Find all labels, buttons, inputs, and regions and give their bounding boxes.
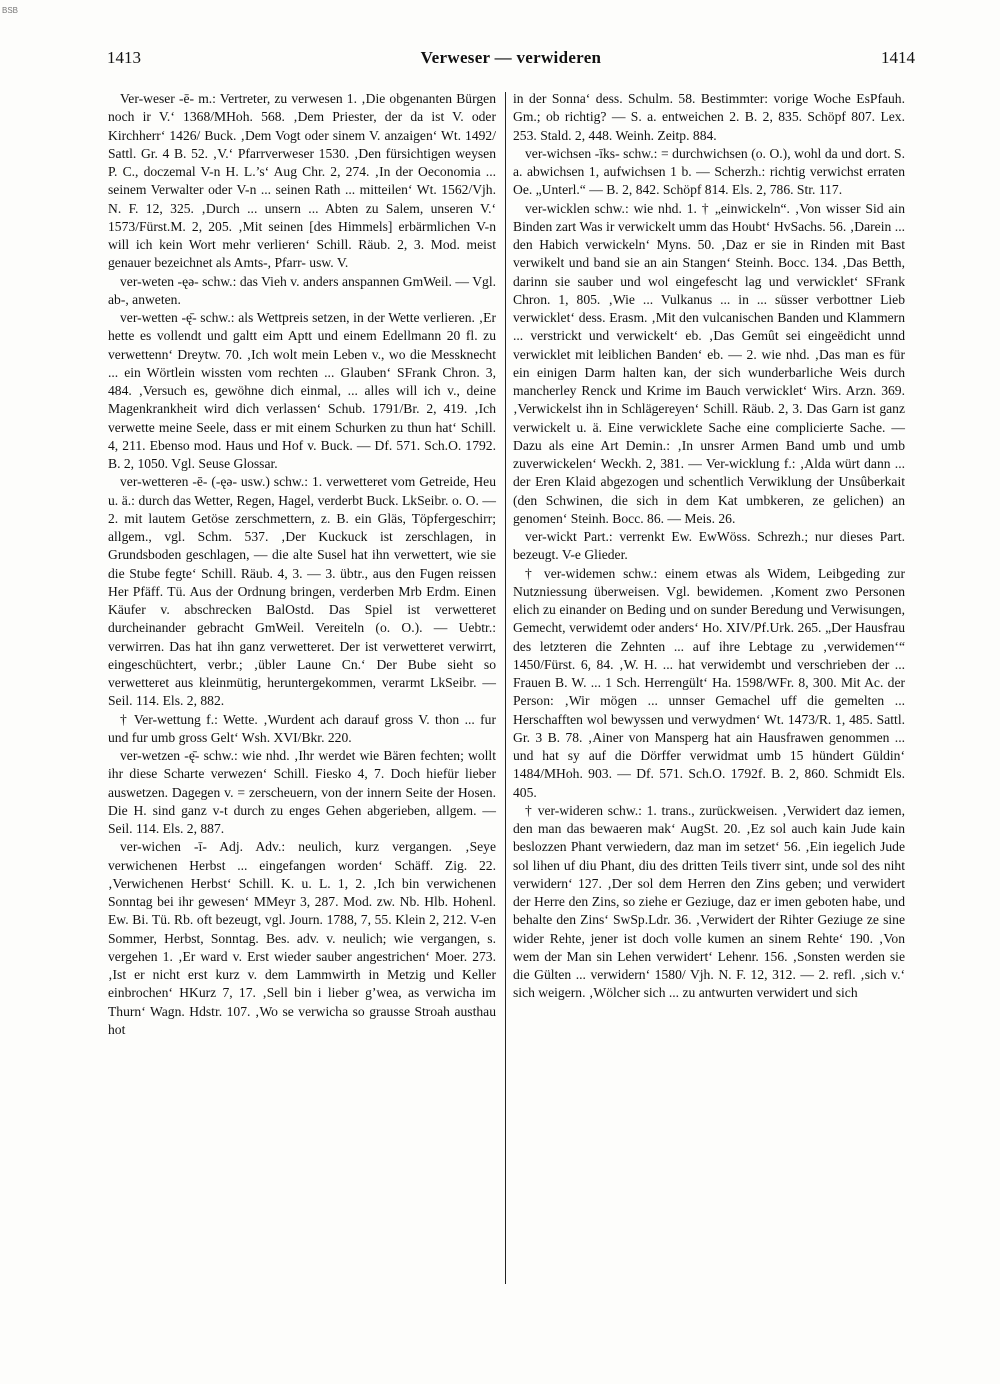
entry-verwickt: ver-wickt Part.: verrenkt Ew. EwWöss. Schrezh.; nur dieses Part. bezeugt. V-e Glieder. bbox=[513, 529, 905, 563]
left-column bbox=[108, 90, 496, 1039]
entry-verwichsen: ver-wichsen -īks- schw.: = durchwichsen (o. O.), wohl da und dort. S. a. abwichsen 1, aufwichsen 1 b. — Scherzh.: richtig verwichst erraten Oe. „Unterl.“ — B. 2, 842. Schöpf 814. Els. 2, 786. Str. 117. bbox=[513, 145, 905, 198]
entry-verwettung: † Ver-wettung f.: Wette. ‚Wurdent ach darauf gross V. thon ... fur und fur umb gross Gelt‘ Wsh. XVI/Bkr. 220. bbox=[108, 711, 496, 745]
entry-verwetten: ver-wetten -ę̄- schw.: als Wettpreis setzen, in der Wette verlieren. ‚Er hette es vollendt und galtt eim Aptt und einem Edellmann 20 fl. zu verwettenn‘ Dreytw. 70. ‚Ich wolt mein Leben v., wo die Messknecht ... ein Wörtlein wissten vom rechten ... Glauben‘ SFrank Chron. 3, 484. ‚Versuch es, gewöhne dich einmal, ... alles will ich v., deine Magenkrankheit wird dich verlassen‘ Schub. 1791/Br. 2, 419. ‚Ich verwette meine Seele, dass er mit einem Schurken zu thun hat‘ Schill. 4, 211. Ebenso mod. Haus und Hof v. Buck. — Df. 571. Sch.O. 1792. B. 2, 1050. Vgl. Seuse Glossar. bbox=[108, 310, 496, 471]
entry-verweten: ver-weten -ęə- schw.: das Vieh v. anders anspannen GmWeil. — Vgl. ab-, anweten. bbox=[108, 273, 496, 307]
right-column bbox=[513, 90, 905, 1003]
entry-verwichen: ver-wichen -ī- Adj. Adv.: neulich, kurz vergangen. ‚Seye verwichenen Herbst ... eingefangen worden‘ Schäff. Zig. 22. ‚Verwichenen Herbst‘ Schill. K. u. L. 1, 2. ‚Ich bin verwichenen Sonntag bei ihr gewesen‘ MMeyr 3, 287. Mod. zw. Nb. Hlb. Hohenl. Ew. Bi. Tü. Rb. oft bezeugt, vgl. Journ. 1788, 7, 55. Klein 2, 212. V-en Sommer, Herbst, Sonntag. Bes. adv. v. neulich; wie vergangen, s. vergehen 1. ‚Er ward v. Erst wieder sauber angestrichen‘ Moer. 273. ‚Ist er nicht erst kurz v. dem Lammwirth in Metzig und Keller einbrochen‘ HKurz 7, 17. ‚Sell bin i lieber g’wea, as verwicha im Thurn‘ Wagn. Hdstr. 107. ‚Wo se verwicha so grausse Stroah austhau hot bbox=[108, 839, 496, 1037]
entry-verwidemen: † ver-widemen schw.: einem etwas als Widem, Leibgeding zur Nutzniessung überweisen. Vgl. bewidemen. ‚Koment zwo Personen elich zu einander on Beding und on sunder Beredung und Verwisungen, Gemecht, verwidemt oder anders‘ Ho. XIV/Pf.Urk. 265. „Der Hausfrau des letzteren die Zehnten ... auf ihre Lebtage zu ‚verwidemen‘“ 1450/Fürst. 6, 84. ‚W. H. ... hat verwidembt und verschrieben der ... Frauen B. W. ... 1 Sch. Herrengült‘ Ha. 1598/WFr. 8, 300. Mit Ac. der Person: ‚Wir mögen ... unnser Gemachel uff die gemelten ... Herschafften wol bewyssen und verwydmen‘ Wt. 1473/R. 1, 485. Sattl. Gr. 3 B. 78. ‚Ainer von Mansperg hat ain Hausfrawen genommen ... und hat sy auf die Dörffer verwidmat umb 15 hündert Güldin‘ 1484/MHoh. 903. — Df. 571. Sch.O. 1792f. B. 2, 860. Schmidt Els. 405. bbox=[513, 565, 905, 800]
entry-verweser: Ver-weser -ē- m.: Vertreter, zu verwesen 1. ‚Die obgenanten Bürgen noch ir V.‘ 1368/MHoh. 568. ‚Dem Priester, der da ist V. oder Kirchherr‘ 1426/ Buck. ‚Dem Vogt oder sinem V. anzaigen‘ Wt. 1492/ Sattl. Gr. 4 B. 52. ‚V.‘ Pfarrverweser 1530. ‚Den fürsichtigen weysen P. C., doczemal V-n H. L.’s‘ Aug Chr. 2, 274. ‚In der Oeconomia ... seinem Verwalter oder V-n ... seinen Rath ... mitteilen‘ Wt. 1562/Vjh. N. F. 12, 325. ‚Durch ... unsern ... Abten zu Salem, unseren V.‘ 1573/Fürst.M. 2, 205. ‚Mit seinen [des Himmels] erbärmlichen V-n will ich kein Wort mehr verlieren‘ Schill. Räub. 2, 3. Mod. meist genauer bezeichnet als Amts-, Pfarr- usw. V. bbox=[108, 91, 496, 271]
column-divider bbox=[505, 92, 506, 1284]
page-number-left: 1413 bbox=[107, 48, 141, 67]
entry-verwichen-continued: in der Sonna‘ dess. Schulm. 58. Bestimmter: vorige Woche EsPfauh. Gm.; ob richtig? — S. a. entweichen 2. B. 2, 835. Schöpf 807. Lex. 253. Stald. 2, 448. Weinh. Zeitp. 884. bbox=[513, 91, 905, 143]
entry-verwicklen: ver-wicklen schw.: wie nhd. 1. † „einwickeln“. ‚Von wisser Sid ain Binden zart Was ir verwickelt umm das Houbt‘ HvSachs. 56. ‚Darein ... den Habich verwickeln‘ Myns. 50. ‚Daz er sie in Rinden mit Bast verwikelt und band sie an ain Stangen‘ Steinh. Bocc. 134. ‚Das Betth, darinn sie sauber und wol eingefescht lag und verwicklet‘ SFrank Chron. 1, 805. ‚Wie ... Vulkanus ... in ... süsser verbottner Lieb verwicklet‘ dess. Erasm. ‚Mit den vulcanischen Banden und Klammern ... verstrickt und verwickelt‘ eb. ‚Das Gemût sei eingeëdicht unnd verwicklet mit leiblichen Banden‘ eb. — 2. wie nhd. ‚Das man es für ein einigen Darm halten kan, der sich wunderbarliche Weis durch mancherley Renck und Krime im Bauch verwicklet‘ Wirs. Arzn. 369. ‚Verwickelst ihn in Schlägereyen‘ Schill. Räub. 2, 3. Das Garn ist ganz verwickelt u. ä. Eine verwicklete Sache eine complicierte Sache. — Dazu als eine Art Demin.: ‚In unsrer Armen Band umb und umb zuverwickelen‘ Weckh. 2, 381. — Ver-wicklung f.: ‚Alda würt dann ... der Eren Klaid abgezogen und schentlich Verwiklung der Unsûberkait (den Schwinen, die sich in dem Kat umbkeren, ze gelichen) an genomen‘ Steinh. Bocc. 86. — Meis. 26. bbox=[513, 200, 905, 526]
page-number-right: 1414 bbox=[881, 48, 915, 67]
entry-verwetteren: ver-wetteren -ē- (-ęə- usw.) schw.: 1. verwetteret vom Getreide, Heu u. ä.: durch das Wetter, Regen, Hagel, verderbt Buck. LkSeibr. o. O. — 2. mit lautem Getöse zerschmettern, z. B. ein Gläs, Töpfergeschirr; allgem., vgl. Schm. 537. ‚Der Kuckuck ist zerschlagen, in Grundsboden geschlagen, — die alte Susel hat ihn verwettert, wie sie die Stube fegte‘ Schill. Räub. 4, 3. — 3. übtr., aus den Fugen reissen Her Pfäff. Tü. Aus der Ordnung bringen, verderben Mrb Erdm. Einen Käufer v. abschrecken BalOstd. Das Spiel ist verwetteret durcheinander gebracht GmWeil. Vereiteln (o. O.). — Uebtr.: verwirren. Das hat ihn ganz verwetteret. Der ist verwetteret verwirrt, eingeschüchtert, verbr.; ‚übler Laune Cn.‘ Der Bube sieht so verwetteret aus kleinmütig, heruntergekommen, verarmt LkSeibr. — Seil. 114. Els. 2, 882. bbox=[108, 474, 496, 709]
entry-verwideren: † ver-wideren schw.: 1. trans., zurückweisen. ‚Verwidert daz iemen, den man das bewaeren mak‘ AugSt. 20. ‚Ez sol auch kain Jude kain beslozzen Phant verwiedern, daz man im setzet‘ 56. ‚Ein iegelich Jude sol lihen uf diu Phant, diu des dritten Teils tiverr sint, unde sol des niht verwidern‘ 127. ‚Der sol dem Herren den Zins geben; und verwidert der Herre den Zins, so ziehe er Geziuge, daz er imen geboten habe, und behalte den Zins‘ SwSp.Ldr. 36. ‚Verwidert der Rihter Geziuge ze sine wider Rehte, jener ist doch volle kumen an sinem Rehte‘ 190. ‚Von wem der Man sin Lehen verwidert‘ Lehenr. 156. ‚Sonsten werden sie die Gülten ... verwidern‘ 1580/ Vjh. N. F. 12, 312. — 2. refl. ‚sich v.‘ sich weigern. ‚Wölcher sich ... zu antwurten verwidert und sich bbox=[513, 802, 905, 1001]
running-title: Verweser — verwideren bbox=[420, 48, 602, 67]
library-stamp: BSB bbox=[2, 6, 19, 15]
entry-verwetzen: ver-wetzen -ę̄- schw.: wie nhd. ‚Ihr werdet wie Bären fechten; wollt ihr diese Scharte verwezen‘ Schill. Fiesko 4, 7. Doch hiefür lieber auswetzen. Dagegen v. = zerscheuern, von der innern Seite der Hosen. Die H. sind ganz v-t durch zu enges Gehen abgerieben, allgem. — Seil. 114. Els. 2, 887. bbox=[108, 748, 496, 836]
page-header bbox=[107, 48, 915, 70]
